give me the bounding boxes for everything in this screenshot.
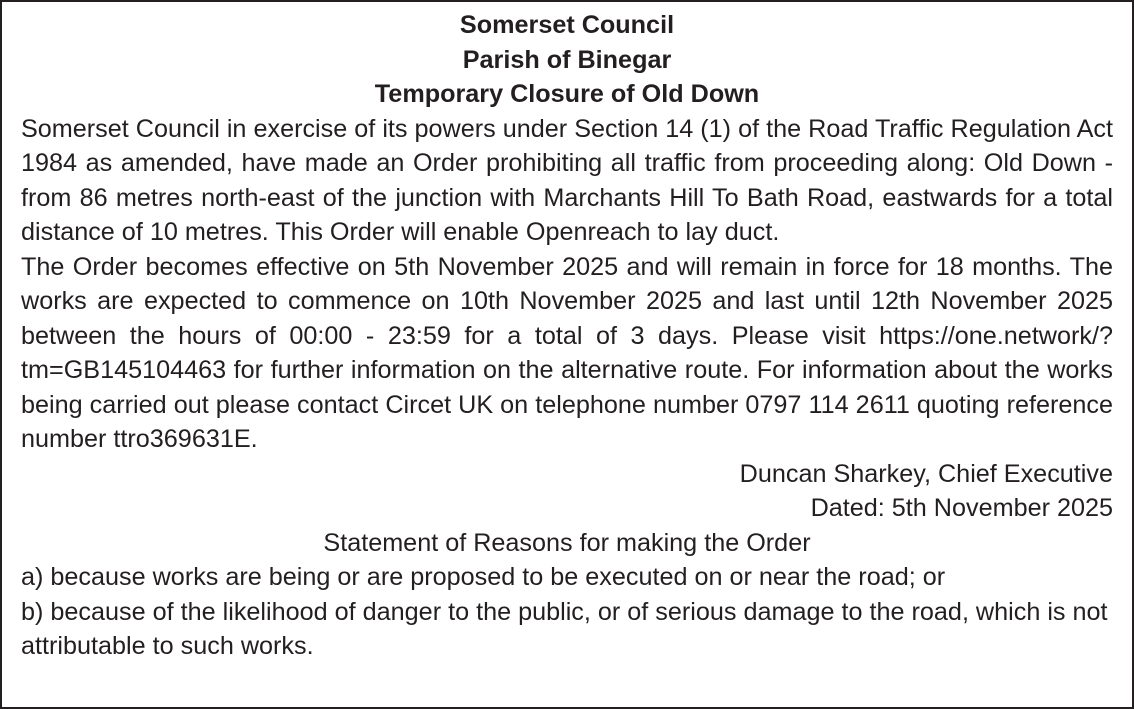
reason-a: a) because works are being or are proposed to be executed on or near the road; or xyxy=(21,563,946,591)
order-paragraph: Somerset Council in exercise of its powers under Section 14 (1) of the Road Traffic Regulation Act 1984 as amended, have made an Order prohibiting all traffic from proceeding along: Old Down - from 86 metres north-east of the junction with Marchants Hill To Bath Road, eastwards for a total distance of 10 metres. This Order will enable Openreach to lay duct. xyxy=(21,114,1113,246)
council-title: Somerset Council xyxy=(459,11,675,39)
notice-subject: Temporary Closure of Old Down xyxy=(374,80,760,108)
reasons-heading: Statement of Reasons for making the Order xyxy=(323,528,811,557)
schedule-paragraph: The Order becomes effective on 5th November 2025 and will remain in force for 18 months. The works are expected to commence on 10th November 2025 and last until 12th November 2025 between the hours of 00:00 - 23:59 for a total of 3 days. Please visit https://one.network/?tm=GB145104463 for further information on the alternative route. For information about the works being carried out please contact Circet UK on telephone number 0797 114 2611 quoting reference number ttro369631E. xyxy=(21,252,1113,453)
signatory: Duncan Sharkey, Chief Executive xyxy=(739,459,1113,488)
dated-line: Dated: 5th November 2025 xyxy=(810,494,1113,522)
reason-b: b) because of the likelihood of danger to the public, or of serious damage to the road, which is not attributable to such works. xyxy=(21,597,1108,660)
parish-title: Parish of Binegar xyxy=(462,45,672,74)
